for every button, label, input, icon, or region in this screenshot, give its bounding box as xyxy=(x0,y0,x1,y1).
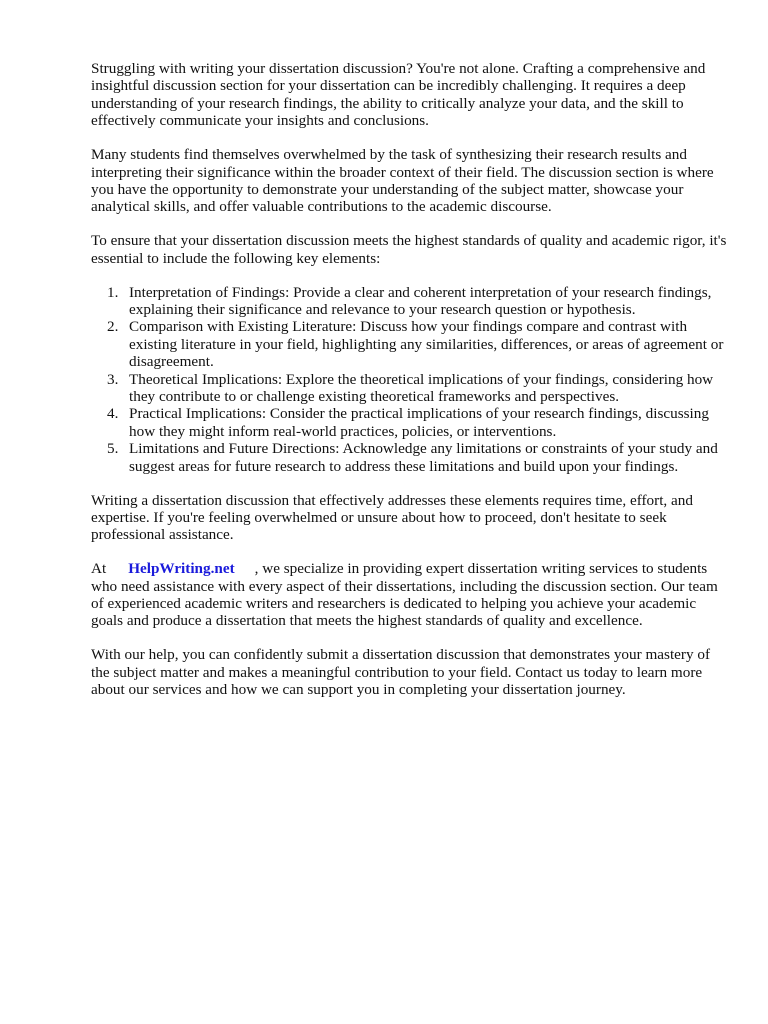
paragraph-prefix: At xyxy=(91,560,107,578)
closing-paragraph-3: With our help, you can confidently submit a dissertation discussion that demonstrates your mastery of the subject matter and makes a meaningful contribution to your field. Contact us today to learn more about our services and how we can support you in completing your dissertation journey. xyxy=(91,646,711,699)
document-page xyxy=(91,60,731,715)
list-item xyxy=(91,405,731,440)
paragraph-suffix: , we specialize in providing expert dissertation writing services to students who need assistance with every aspect of their dissertations, including the discussion section. Our team of experienced academic writers and researchers is dedicated to helping you achieve your academic goals and produce a dissertation that meets the highest standards of quality and excellence. xyxy=(91,560,718,630)
list-item-text: Interpretation of Findings: Provide a clear and coherent interpretation of your research findings, explaining their significance and relevance to your research question or hypothesis. xyxy=(129,283,712,318)
closing-paragraph-2 xyxy=(91,560,731,630)
list-item-number: 1. xyxy=(107,283,119,301)
helpwriting-link[interactable]: HelpWriting.net xyxy=(128,560,235,578)
list-item-text: Theoretical Implications: Explore the theoretical implications of your findings, considering how they contribute to or challenge existing theoretical frameworks and perspectives. xyxy=(129,370,714,405)
closing-paragraph-1: Writing a dissertation discussion that effectively addresses these elements requires time, effort, and expertise. If you're feeling overwhelmed or unsure about how to proceed, don't hesitate to seek professional assistance. xyxy=(91,491,693,544)
list-item xyxy=(91,284,731,319)
list-item-number: 5. xyxy=(107,440,119,458)
list-item xyxy=(91,318,731,370)
list-item-text: Practical Implications: Consider the practical implications of your research findings, discussing how they might inform real-world practices, policies, or interventions. xyxy=(129,405,709,440)
intro-paragraph-2: Many students find themselves overwhelmed by the task of synthesizing their research results and interpreting their significance within the broader context of their field. The discussion section is where you have the opportunity to demonstrate your understanding of the subject matter, showcase your analytical skills, and offer valuable contributions to the academic discourse. xyxy=(91,146,714,216)
key-elements-list xyxy=(91,284,731,475)
intro-paragraph-1: Struggling with writing your dissertation discussion? You're not alone. Crafting a comprehensive and insightful discussion section for your dissertation can be incredibly challenging. It requires a deep understanding of your research findings, the ability to critically analyze your data, and the skill to effectively communicate your insights and conclusions. xyxy=(91,60,706,130)
list-item xyxy=(91,371,731,406)
list-item-text: Limitations and Future Directions: Acknowledge any limitations or constraints of your study and suggest areas for future research to address these limitations and build upon your findings. xyxy=(129,440,718,475)
list-item xyxy=(91,440,731,475)
intro-paragraph-3: To ensure that your dissertation discussion meets the highest standards of quality and academic rigor, it's essential to include the following key elements: xyxy=(91,232,727,267)
list-item-number: 4. xyxy=(107,405,119,423)
list-item-number: 3. xyxy=(107,370,119,388)
list-item-number: 2. xyxy=(107,318,119,336)
list-item-text: Comparison with Existing Literature: Discuss how your findings compare and contrast with existing literature in your field, highlighting any similarities, differences, or areas of agreement or disagreement. xyxy=(129,318,724,371)
